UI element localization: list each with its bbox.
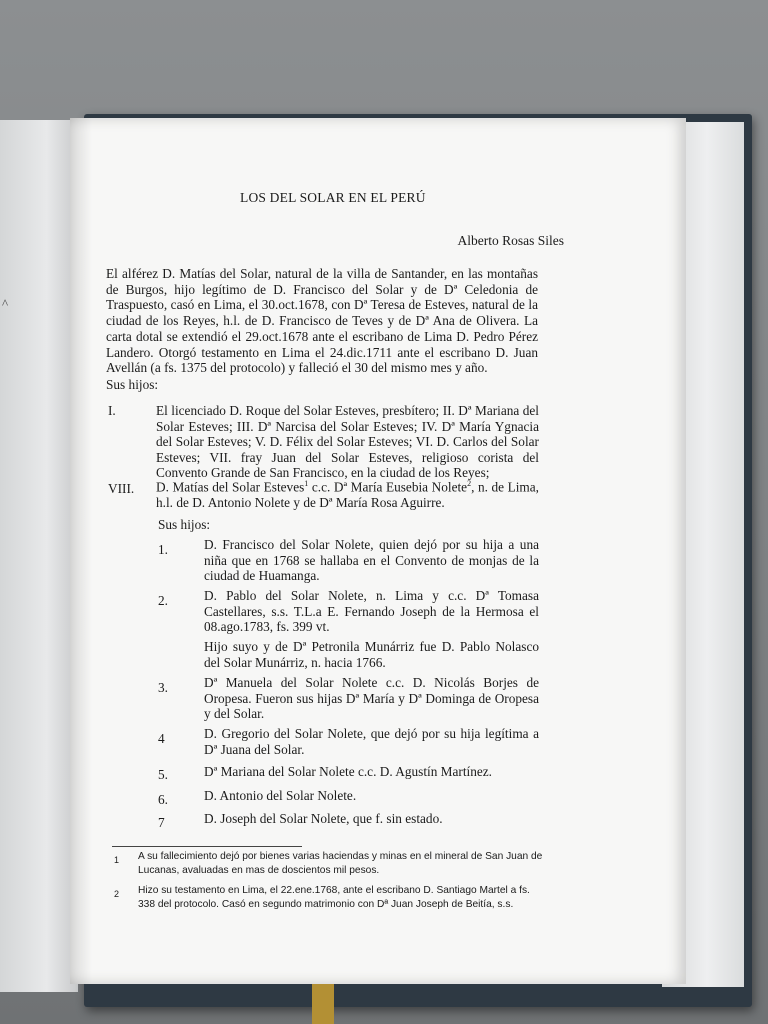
entry-numeral: I. (108, 403, 116, 418)
footnote-text: A su fallecimiento dejó por bienes varias haciendas y minas en el mineral de San Juan de Lucanas, avaluadas en mas de doscientos mil pesos. (138, 851, 543, 876)
entry-text-part: c.c. Dª María Eusebia Nolete (308, 479, 468, 495)
child-number: 6. (158, 792, 168, 807)
child-entry: D. Pablo del Solar Nolete, n. Lima y c.c. Dª Tomasa Castellares, s.s. T.L.a E. Fernando Joseph de la Hermosa el 08.ago.1783, fs. 399 vt. (204, 588, 539, 634)
footnote-mark: 2 (114, 889, 120, 899)
entry-text (156, 476, 539, 510)
child-number: 2. (158, 593, 168, 608)
footnote-text: Hizo su testamento en Lima, el 22.ene.1768, ante el escribano D. Santiago Martel a fs. 338 del protocolo. Casó en segundo matrimonio con Dª Juan Joseph de Beitía, s.s. (138, 885, 530, 910)
footnote-ref[interactable]: 2 (467, 479, 472, 488)
child-number: 3. (158, 680, 168, 695)
entry-text: El licenciado D. Roque del Solar Esteves, presbítero; II. Dª Mariana del Solar Esteves; III. Dª Narcisa del Solar Esteves; IV. Dª María Ygnacia del Solar Esteves; V. D. Félix del Solar Esteves; VI. D. Carlos del Solar Esteves; VII. fray Juan del Solar Esteves, religioso corista del Convento Grande de San Francisco, en la ciudad de los Reyes; (156, 403, 539, 480)
child-number: 5. (158, 767, 168, 782)
entry-text-part: D. Matías del Solar Esteves (156, 479, 305, 495)
footnote-divider (112, 846, 302, 847)
entry-text-part: , n. de Lima, h.l. de D. Antonio Nolete y de Dª María Rosa Aguirre. (156, 479, 539, 510)
sus-hijos-heading: Sus hijos: (106, 377, 159, 392)
child-entry: D. Joseph del Solar Nolete, que f. sin estado. (204, 811, 443, 826)
author-name: Alberto Rosas Siles (457, 233, 564, 248)
intro-paragraph: El alférez D. Matías del Solar, natural de la villa de Santander, en las montañas de Burgos, hijo legítimo de D. Francisco del Solar y de Dª Celedonia de Traspuesto, casó en Lima, el 30.oct.1678, con Dª Teresa de Esteves, natural de la ciudad de los Reyes, h.l. de D. Francisco de Teves y de Dª Ana de Olivera. La carta dotal se extendió el 29.oct.1678 ante el escribano de Lima D. Pedro Pérez Landero. Otorgó testamento en Lima el 24.dic.1711 ante el escribano D. Juan Avellán (a fs. 1375 del protocolo) y falleció el 30 del mismo mes y año. (106, 266, 538, 376)
ribbon-bookmark (312, 984, 334, 1024)
child-number: 7 (158, 815, 165, 830)
child-entry: Hijo suyo y de Dª Petronila Munárriz fue D. Pablo Nolasco del Solar Munárriz, n. hacia 1766. (204, 639, 539, 670)
child-entry: D. Antonio del Solar Nolete. (204, 788, 357, 803)
child-entry: Dª Manuela del Solar Nolete c.c. D. Nicolás Borjes de Oropesa. Fueron sus hijas Dª María y Dª Dominga de Oropesa y del Solar. (204, 675, 539, 721)
child-number: 4 (158, 731, 165, 746)
sus-hijos-heading: Sus hijos: (158, 517, 211, 532)
child-entry: Dª Mariana del Solar Nolete c.c. D. Agustín Martínez. (204, 764, 492, 779)
child-entry: D. Francisco del Solar Nolete, quien dejó por su hija a una niña que en 1768 se hallaba en el Convento de monjas de la ciudad de Huamanga. (204, 537, 539, 583)
child-entry: D. Gregorio del Solar Nolete, que dejó por su hija legítima a Dª Juana del Solar. (204, 726, 539, 757)
child-number: 1. (158, 542, 168, 557)
left-page-mark: ^ (2, 296, 9, 311)
footnote-ref[interactable]: 1 (304, 479, 309, 488)
entry-numeral: VIII. (108, 481, 135, 496)
page-title: LOS DEL SOLAR EN EL PERÚ (240, 190, 426, 205)
footnote-mark: 1 (114, 855, 120, 865)
facing-left-page (0, 120, 78, 992)
